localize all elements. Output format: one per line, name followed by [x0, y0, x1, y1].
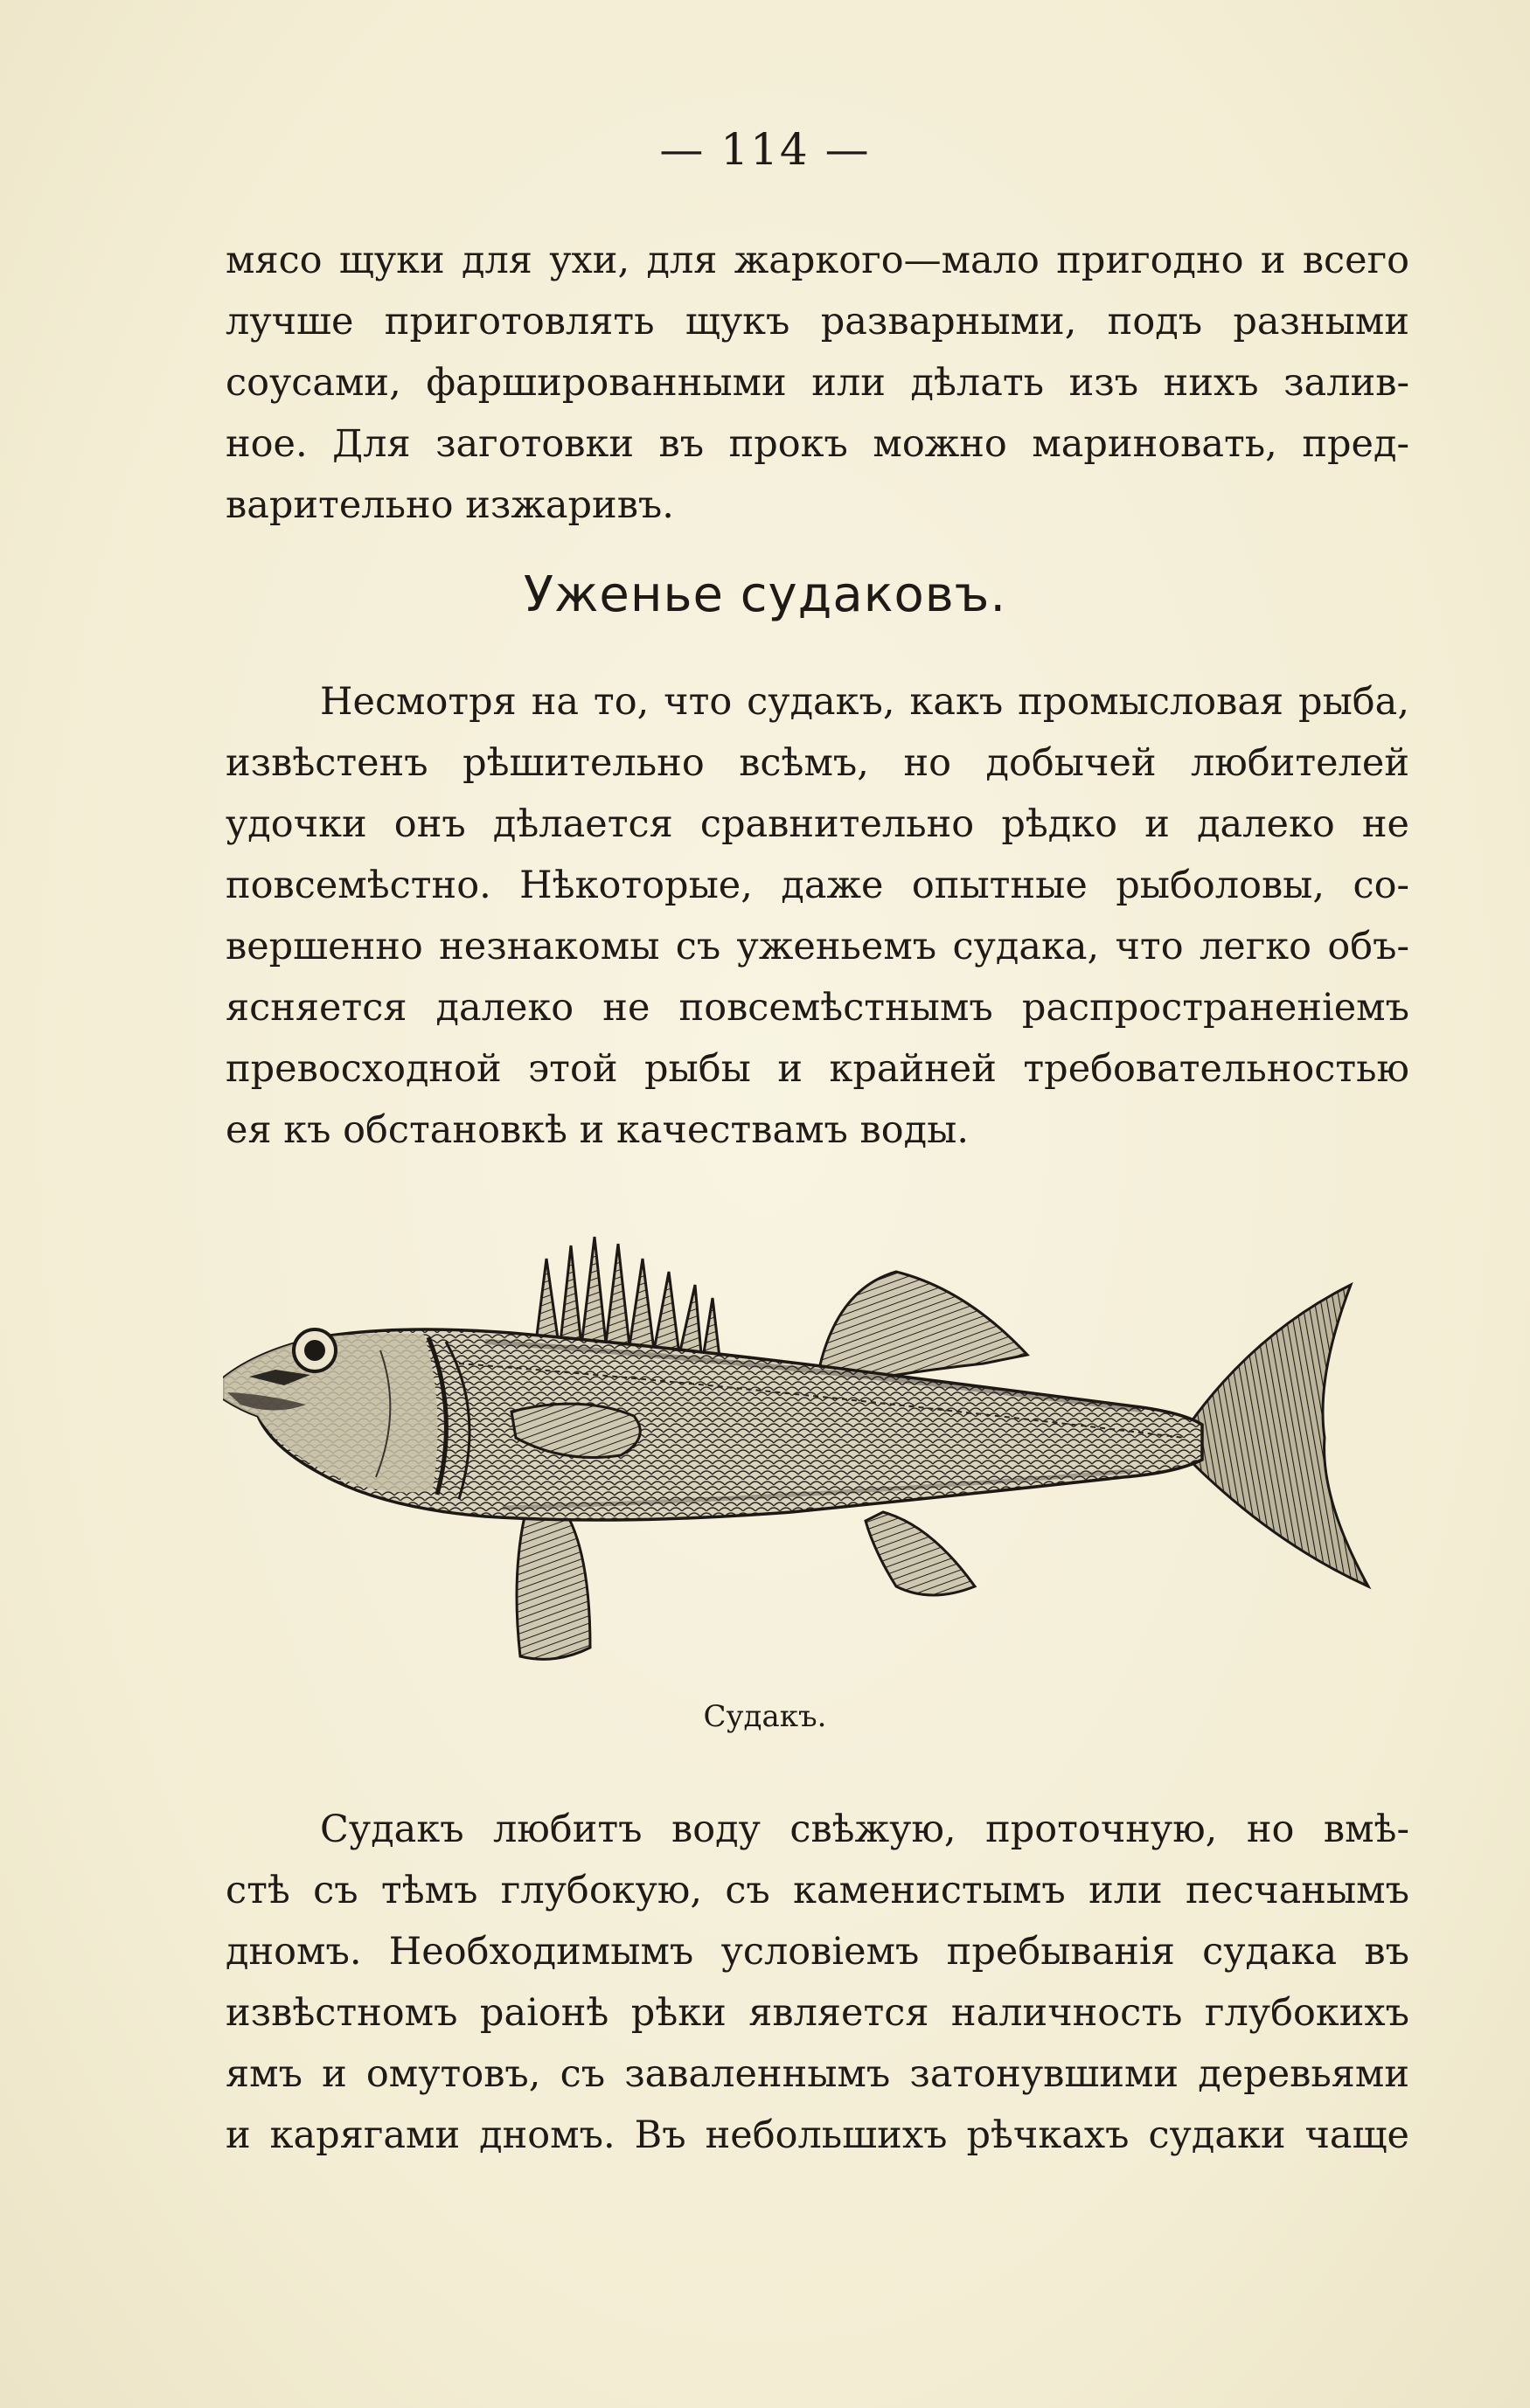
text-line: извѣстномъ раіонѣ рѣки является наличность глубокихъ: [226, 1991, 1409, 2035]
text-line: мясо щуки для ухи, для жаркого—мало пригодно и всего: [226, 239, 1409, 282]
text-line: повсемѣстно. Нѣкоторые, даже опытные рыболовы, со-: [226, 864, 1409, 907]
text-line: стѣ съ тѣмъ глубокую, съ каменистымъ или песчанымъ: [226, 1869, 1409, 1912]
text-line: ясняется далеко не повсемѣстнымъ распространеніемъ: [226, 986, 1409, 1030]
paragraph-pike-cooking: [226, 230, 1409, 536]
text-line: Несмотря на то, что судакъ, какъ промысловая рыба,: [320, 680, 1409, 724]
text-line: Судакъ любитъ воду свѣжую, проточную, но вмѣ-: [320, 1808, 1409, 1851]
section-heading: Уженье судаковъ.: [523, 566, 1007, 623]
text-line: соусами, фаршированными или дѣлать изъ нихъ залив-: [226, 361, 1409, 405]
text-line: варительно изжаривъ.: [226, 483, 674, 527]
text-line: вершенно незнакомы съ уженьемъ судака, что легко объ-: [226, 925, 1409, 968]
fish-engraving-icon: [223, 1176, 1394, 1683]
paragraph-zander-habitat: [226, 1799, 1409, 2166]
text-line: превосходной этой рыбы и крайней требовательностью: [226, 1047, 1409, 1091]
text-line: ея къ обстановкѣ и качествамъ воды.: [226, 1108, 970, 1152]
text-line: извѣстенъ рѣшительно всѣмъ, но добычей любителей: [226, 741, 1409, 785]
text-line: ямъ и омутовъ, съ заваленнымъ затонувшими деревьями: [226, 2052, 1409, 2096]
zander-illustration: [223, 1176, 1394, 1683]
page-number: — 114 —: [659, 124, 871, 175]
text-line: и карягами дномъ. Въ небольшихъ рѣчкахъ судаки чаще: [226, 2113, 1409, 2157]
paragraph-zander-intro: [226, 671, 1409, 1161]
text-line: лучше приготовлять щукъ разварными, подъ разными: [226, 300, 1409, 344]
text-line: дномъ. Необходимымъ условіемъ пребыванія судака въ: [226, 1930, 1409, 1974]
text-line: удочки онъ дѣлается сравнительно рѣдко и далеко не: [226, 802, 1409, 846]
text-line: ное. Для заготовки въ прокъ можно мариновать, пред-: [226, 422, 1409, 466]
figure-caption: Судакъ.: [703, 1699, 827, 1734]
